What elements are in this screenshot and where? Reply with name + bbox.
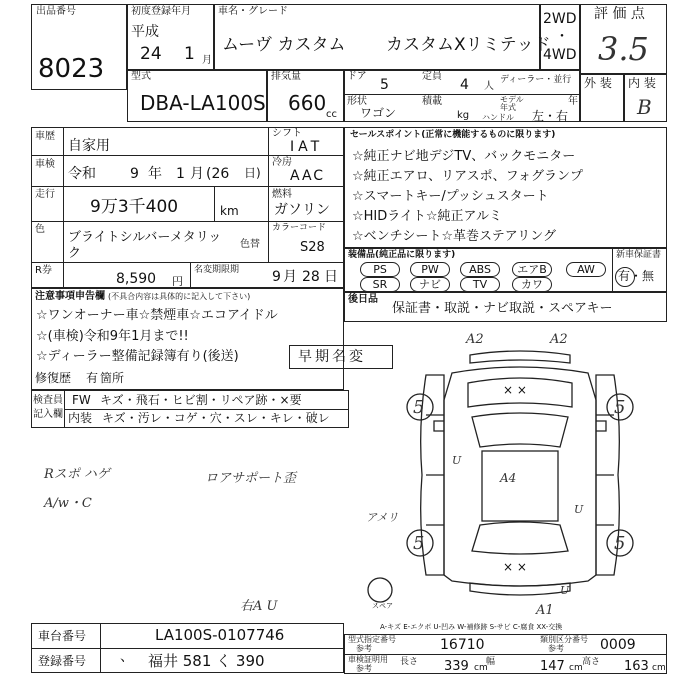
color-value-1: ブライトシルバーメタリッ <box>68 230 222 245</box>
tax-label: 名変期限期 <box>194 265 240 275</box>
repaint-label: 色替 <box>240 239 260 250</box>
equipment-pill: カワ <box>512 277 552 292</box>
handle-value: 左・右 <box>532 109 569 123</box>
inspect-era: 令和 <box>68 166 96 182</box>
tax-day-unit: 日 <box>324 269 338 285</box>
drive-4wd: 4WD <box>543 47 577 63</box>
post-fit-title: 後日品 <box>348 294 378 305</box>
shift-value: IAT <box>290 139 324 155</box>
plate-dot: 、 <box>120 649 134 665</box>
mark-a2-right: A2 <box>550 332 568 347</box>
reg-month: 1 <box>184 44 195 64</box>
reg-era: 平成 <box>131 24 159 40</box>
drive-dot: ・ <box>555 29 569 45</box>
doors-value: 5 <box>380 77 389 93</box>
class-ref: 参考 <box>548 644 564 653</box>
model-label: 車名・グレード <box>218 6 288 17</box>
disp-unit: cc <box>326 109 337 120</box>
note-line-1: ☆ワンオーナー車☆禁煙車☆エコアイドル <box>36 308 278 323</box>
year-unit: 年 <box>568 96 578 107</box>
tax-day: 28 <box>302 269 320 285</box>
spare-label: スペア <box>372 602 393 610</box>
mark-5-tr: 5 <box>614 397 626 418</box>
mark-a1: A1 <box>536 603 554 618</box>
warranty-label: 新車保証書 <box>616 250 662 260</box>
notes-subtitle: (不具合内容は具体的に記入して下さい) <box>108 292 251 301</box>
repair-suffix: 箇所 <box>100 371 125 385</box>
recycle-unit: 円 <box>172 275 183 288</box>
history-label: 車歴 <box>35 131 55 142</box>
inspect-day: (26 <box>206 166 230 182</box>
grade: カスタムXリミテッド <box>386 35 551 55</box>
shape-label: 形状 <box>347 96 367 107</box>
width-value: 147 <box>540 659 565 674</box>
sales-points-title: セールスポイント(正常に機能するものに限ります) <box>350 130 556 140</box>
lot-label: 出品番号 <box>36 6 76 17</box>
equipment-pill: PW <box>410 262 450 277</box>
repair-label: 修復歴 <box>35 371 72 385</box>
note-line-3: ☆ディーラー整備記録簿有り(後送) <box>36 349 239 364</box>
width-unit: cm <box>569 663 583 673</box>
class-value: 0009 <box>600 637 636 653</box>
type-cert-value: 16710 <box>440 637 485 653</box>
height-value: 163 <box>624 659 649 674</box>
fuel-label: 燃料 <box>272 189 292 200</box>
equipment-pill: SR <box>360 277 400 292</box>
doors-label: ドア <box>347 71 367 82</box>
color-code-value: S28 <box>300 240 325 255</box>
len-label: 長さ <box>400 657 419 667</box>
sales-point-item: ☆スマートキー/プッシュスタート <box>352 189 549 204</box>
mileage-value: 9万3千400 <box>90 197 179 217</box>
recycle-value: 8,590 <box>116 271 157 287</box>
dealer-label: ディーラー・並行 <box>500 75 572 85</box>
fw-text: キズ・飛石・ヒビ割・リペア跡・×要 <box>100 393 302 407</box>
load-label: 積載 <box>422 96 442 107</box>
mark-a2-left: A2 <box>466 332 484 347</box>
ac-value: AAC <box>290 168 326 184</box>
capacity-unit: 人 <box>484 81 494 92</box>
plate-value: 福井 581 く 390 <box>148 652 265 670</box>
inspect-month: 1 <box>176 166 185 182</box>
note-right-a: 右A U <box>240 599 278 614</box>
note-lower-support: ロアサポート歪 <box>205 471 297 486</box>
inspector-label-1: 検査員 <box>33 395 63 406</box>
warranty-circle <box>615 267 635 287</box>
mark-u-bottom: U <box>560 584 570 597</box>
len-value: 339 <box>444 659 469 674</box>
post-fit-value: 保証書・取説・ナビ取説・スペアキー <box>392 301 613 316</box>
shape-value: ワゴン <box>360 106 397 120</box>
len-unit: cm <box>474 663 488 673</box>
lot-number: 8023 <box>38 54 105 84</box>
equipment-pill: エアB <box>512 262 552 277</box>
equipment-pill: ナビ <box>410 277 450 292</box>
car-diagram <box>360 325 680 625</box>
color-label: 色 <box>35 224 45 235</box>
sales-point-item: ☆純正エアロ、リアスポ、フォグランプ <box>352 169 583 184</box>
type-label: 型式 <box>131 71 151 82</box>
equipment-pill: ABS <box>460 262 500 277</box>
mark-u-left: U <box>452 454 462 467</box>
int-label: 内装 <box>68 411 93 425</box>
fuel-value: ガソリン <box>274 202 330 218</box>
reg-month-unit: 月 <box>202 55 212 66</box>
int-text: キズ・汚レ・コゲ・穴・スレ・キレ・破レ <box>102 411 330 425</box>
damage-codes-legend: A-キズ E-エクボ U-凹み W-補修跡 S-サビ C-腐食 XX-交換 <box>380 623 563 631</box>
inspect-label: 車検 <box>35 159 55 170</box>
capacity-label: 定員 <box>422 71 442 82</box>
load-unit: kg <box>457 110 470 121</box>
plate-label: 登録番号 <box>38 654 87 668</box>
disp-label: 排気量 <box>271 71 301 82</box>
type-cert-label: 型式指定番号 <box>348 635 396 644</box>
mark-americ: アメリ <box>366 511 399 524</box>
handle-label: ハンドル <box>482 113 514 122</box>
interior-label: 内 装 <box>628 76 656 90</box>
equipment-pill: TV <box>460 277 500 292</box>
width-label: 幅 <box>486 657 496 667</box>
shift-label: シフト <box>272 128 302 139</box>
type-value: DBA-LA100S <box>140 91 266 115</box>
model-year-label: モデル年式 <box>500 95 524 112</box>
mark-5-bl: 5 <box>413 533 425 554</box>
first-reg-label: 初度登録年月 <box>131 6 191 17</box>
interior-value: B <box>637 95 652 119</box>
chassis-label: 車台番号 <box>38 629 87 643</box>
mark-xx-top: × × <box>503 383 527 397</box>
name-change-label: 早期名変 <box>298 349 366 365</box>
sales-point-item: ☆HIDライト☆純正アルミ <box>352 209 503 224</box>
score-value: 3.5 <box>598 30 649 68</box>
mark-5-br: 5 <box>614 533 626 554</box>
chassis-value: LA100S-0107746 <box>155 626 285 644</box>
tax-month: 9 <box>272 269 281 285</box>
drive-2wd: 2WD <box>543 11 577 27</box>
inspect-year-unit: 年 <box>148 166 162 182</box>
equipment-pill: AW <box>566 262 606 277</box>
color-code-label: カラーコード <box>272 223 327 233</box>
cert-ref: 参考 <box>356 664 372 673</box>
note-aw: A/w・C <box>44 496 92 511</box>
sales-point-item: ☆純正ナビ地デジTV、バックモニター <box>352 149 576 164</box>
inspector-label-2: 記入欄 <box>33 409 63 420</box>
inspect-year: 9 <box>130 166 139 182</box>
height-unit: cm <box>652 663 666 673</box>
mark-a4: A4 <box>500 471 517 485</box>
disp-value: 660 <box>288 91 327 115</box>
tax-month-unit: 月 <box>283 269 297 285</box>
mark-u-right: U <box>574 503 584 516</box>
mileage-label: 走行 <box>35 189 55 200</box>
class-label: 類別区分番号 <box>540 635 588 644</box>
equipment-pill: PS <box>360 262 400 277</box>
recycle-label: R券 <box>35 265 52 276</box>
fw-label: FW <box>72 393 91 407</box>
notes-title: 注意事項申告欄 <box>35 291 105 302</box>
ac-label: 冷房 <box>272 157 292 168</box>
warranty-value: 有・無 <box>618 269 655 283</box>
mark-5-tl: 5 <box>413 397 425 418</box>
exterior-label: 外 装 <box>584 76 612 90</box>
history-value: 自家用 <box>68 138 110 154</box>
mark-xx-bottom: × × <box>503 560 527 574</box>
mileage-unit: km <box>220 204 239 218</box>
sales-point-item: ☆ベンチシート☆革巻ステアリング <box>352 229 557 244</box>
reg-year: 24 <box>140 44 162 64</box>
score-label: 評 価 点 <box>594 6 645 22</box>
color-value-2: ク <box>68 246 82 261</box>
car-name: ムーヴ カスタム <box>222 35 346 55</box>
equipment-title: 装備品(純正品に限ります) <box>348 250 456 260</box>
note-line-2: ☆(車検)令和9年1月まで!! <box>36 329 189 344</box>
height-label: 高さ <box>582 657 601 667</box>
type-cert-ref: 参考 <box>356 644 372 653</box>
repair-value: 有 <box>86 371 99 385</box>
inspect-month-unit: 月 <box>190 166 204 182</box>
note-rspo: Rスポ ハゲ <box>44 467 110 482</box>
cert-label: 車検証明用 <box>348 655 388 664</box>
inspect-day-unit: 日) <box>244 166 261 180</box>
capacity-value: 4 <box>460 77 469 93</box>
